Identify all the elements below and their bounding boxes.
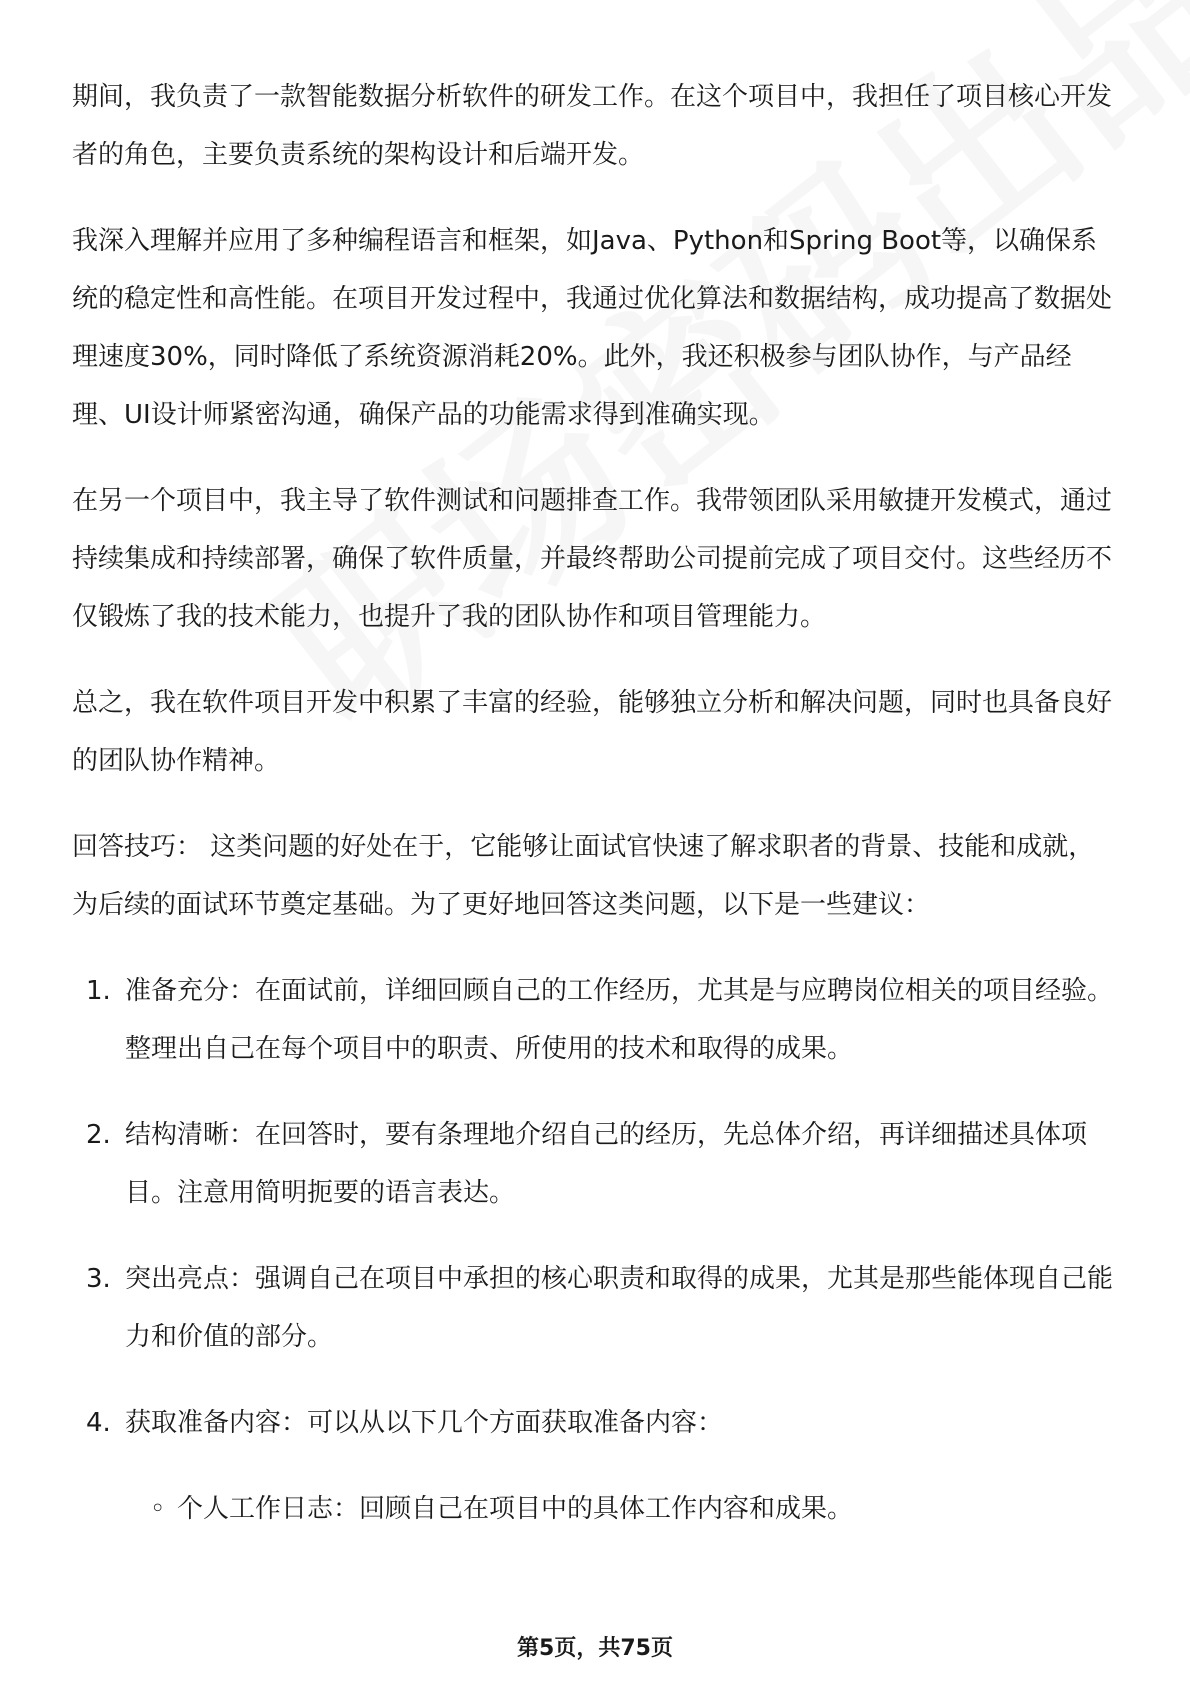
sub-list-item xyxy=(72,1480,1120,1538)
list-text: 获取准备内容：可以从以下几个方面获取准备内容： xyxy=(125,1408,724,1438)
sub-list xyxy=(72,1480,1120,1538)
list-text: 突出亮点：强调自己在项目中承担的核心职责和取得的成果，尤其是那些能体现自己能力和价值的部分。 xyxy=(125,1264,1114,1352)
list-number: 1. xyxy=(86,976,111,1006)
paragraph: 总之，我在软件项目开发中积累了丰富的经验，能够独立分析和解决问题，同时也具备良好的团队协作精神。 xyxy=(72,688,1113,776)
suggestion-list xyxy=(72,962,1120,1452)
answer-tip: 回答技巧： 这类问题的好处在于，它能够让面试官快速了解求职者的背景、技能和成就，为后续的面试环节奠定基础。为了更好地回答这类问题，以下是一些建议： xyxy=(72,832,1095,920)
list-text: 准备充分：在面试前，详细回顾自己的工作经历，尤其是与应聘岗位相关的项目经验。整理出自己在每个项目中的职责、所使用的技术和取得的成果。 xyxy=(125,976,1114,1064)
list-item xyxy=(72,1394,1120,1452)
list-number: 3. xyxy=(86,1264,111,1294)
list-item xyxy=(72,1106,1120,1222)
list-item xyxy=(72,1250,1120,1366)
paragraph: 在另一个项目中，我主导了软件测试和问题排查工作。我带领团队采用敏捷开发模式，通过持续集成和持续部署，确保了软件质量，并最终帮助公司提前完成了项目交付。这些经历不仅锻炼了我的技术能力，也提升了我的团队协作和项目管理能力。 xyxy=(72,486,1113,632)
list-item xyxy=(72,962,1120,1078)
list-number: 2. xyxy=(86,1120,111,1150)
hollow-bullet-icon: ◦ xyxy=(150,1494,166,1524)
list-text: 结构清晰：在回答时，要有条理地介绍自己的经历，先总体介绍，再详细描述具体项目。注意用简明扼要的语言表达。 xyxy=(125,1120,1088,1208)
list-number: 4. xyxy=(86,1408,111,1438)
page-number: 第5页，共75页 xyxy=(517,1636,673,1661)
paragraph: 期间，我负责了一款智能数据分析软件的研发工作。在这个项目中，我担任了项目核心开发者的角色，主要负责系统的架构设计和后端开发。 xyxy=(72,82,1113,170)
document-body xyxy=(72,68,1120,1538)
sub-list-text: 个人工作日志：回顾自己在项目中的具体工作内容和成果。 xyxy=(177,1494,854,1524)
paragraph: 我深入理解并应用了多种编程语言和框架，如Java、Python和Spring Boot等，以确保系统的稳定性和高性能。在项目开发过程中，我通过优化算法和数据结构，成功提高了数据处理速度30%，同时降低了系统资源消耗20%。此外，我还积极参与团队协作，与产品经理、UI设计师紧密沟通，确保产品的功能需求得到准确实现。 xyxy=(72,226,1113,430)
